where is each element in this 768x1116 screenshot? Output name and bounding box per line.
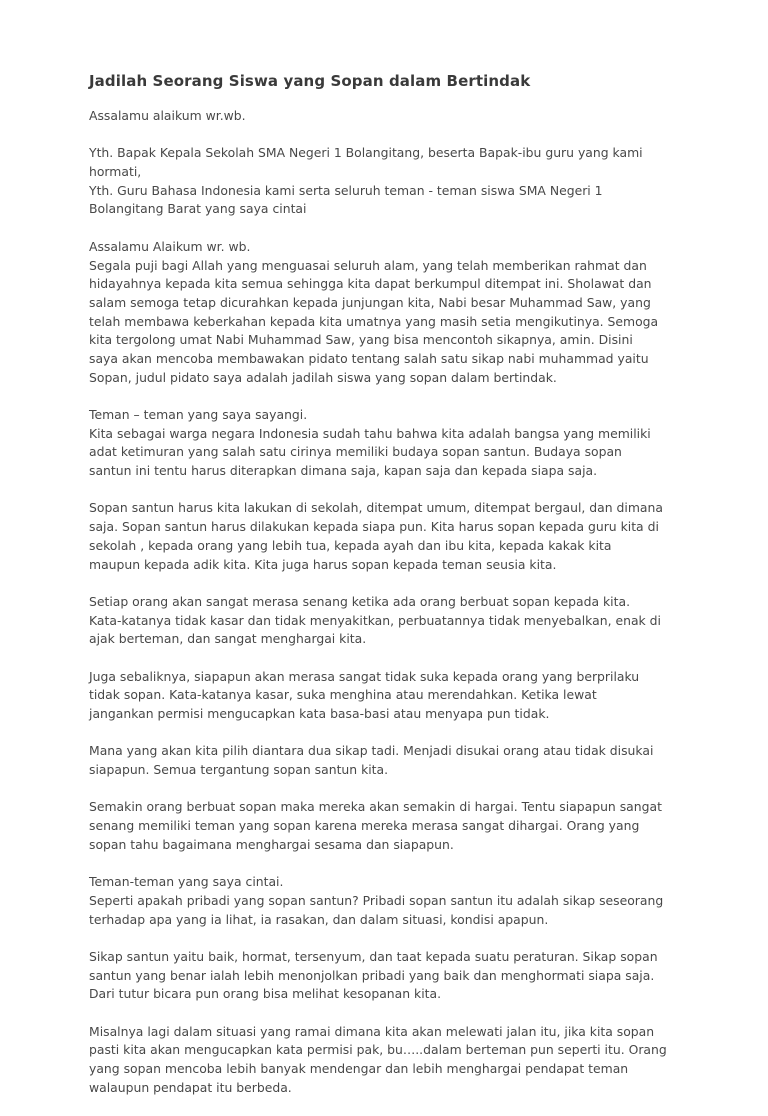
- paragraph: [89, 406, 729, 481]
- paragraph: [89, 593, 729, 649]
- text-line: Assalamu Alaikum wr. wb.: [89, 238, 251, 254]
- text-line: senang memiliki teman yang sopan karena mereka merasa sangat dihargai. Orang yang: [89, 818, 640, 834]
- text-line: Teman – teman yang saya sayangi.: [89, 407, 308, 422]
- document-title: Jadilah Seorang Siswa yang Sopan dalam Bertindak: [89, 72, 531, 90]
- text-line: Dari tutur bicara pun orang bisa melihat kesopanan kita.: [89, 986, 442, 1002]
- text-line: saja. Sopan santun harus dilakukan kepada siapa pun. Kita harus sopan kepada guru kita di: [89, 519, 659, 535]
- text-line: Mana yang akan kita pilih diantara dua sikap tadi. Menjadi disukai orang atau tidak disukai: [89, 743, 654, 759]
- text-line: kita tergolong umat Nabi Muhammad Saw, yang bisa mencontoh sikapnya, amin. Disini: [89, 332, 633, 348]
- text-line: santun ini tentu harus diterapkan dimana saja, kapan saja dan kepada siapa saja.: [89, 463, 598, 479]
- text-line: Setiap orang akan sangat merasa senang ketika ada orang berbuat sopan kepada kita.: [89, 593, 631, 609]
- text-line: sopan tahu bagaimana menghargai sesama dan siapapun.: [89, 836, 454, 852]
- text-line: siapapun. Semua tergantung sopan santun kita.: [89, 762, 389, 778]
- document-body: [89, 107, 729, 1097]
- text-line: Kata-katanya tidak kasar dan tidak menyakitkan, perbuatannya tidak menyebalkan, enak di: [89, 612, 661, 628]
- text-line: Juga sebaliknya, siapapun akan merasa sangat tidak suka kepada orang yang berprilaku: [89, 668, 640, 684]
- paragraph: [89, 144, 729, 219]
- paragraph: [89, 107, 729, 126]
- text-line: telah membawa keberkahan kepada kita umatnya yang masih setia mengikutinya. Semoga: [89, 313, 659, 329]
- text-line: Sikap santun yaitu baik, hormat, tersenyum, dan taat kepada suatu peraturan. Sikap sopan: [89, 948, 658, 964]
- text-line: sekolah , kepada orang yang lebih tua, kepada ayah dan ibu kita, kepada kakak kita: [89, 537, 612, 553]
- text-line: hidayahnya kepada kita semua sehingga kita dapat berkumpul ditempat ini. Sholawat dan: [89, 276, 652, 292]
- text-line: pasti kita akan mengucapkan kata permisi pak, bu…..dalam berteman pun seperti itu. Orang: [89, 1042, 667, 1058]
- text-line: jangankan permisi mengucapkan kata basa-basi atau menyapa pun tidak.: [89, 706, 550, 721]
- text-line: adat ketimuran yang salah satu cirinya memiliki budaya sopan santun. Budaya sopan: [89, 444, 622, 460]
- text-line: Assalamu alaikum wr.wb.: [89, 108, 246, 123]
- document-page: [89, 72, 729, 1116]
- text-line: salam semoga tetap dicurahkan kepada junjungan kita, Nabi besar Muhammad Saw, yang: [89, 294, 651, 310]
- text-line: santun yang benar ialah lebih menonjolkan pribadi yang baik dan menghormati siapa saja.: [89, 967, 655, 983]
- text-line: Semakin orang berbuat sopan maka mereka akan semakin di hargai. Tentu siapapun sangat: [89, 799, 662, 815]
- text-line: Misalnya lagi dalam situasi yang ramai dimana kita akan melewati jalan itu, jika kita sopan: [89, 1023, 655, 1039]
- paragraph: [89, 873, 729, 929]
- text-line: Yth. Bapak Kepala Sekolah SMA Negeri 1 Bolangitang, beserta Bapak-ibu guru yang kami: [89, 145, 643, 161]
- text-line: Seperti apakah pribadi yang sopan santun? Pribadi sopan santun itu adalah sikap seseorang: [89, 892, 664, 908]
- paragraph: [89, 948, 729, 1004]
- paragraph: [89, 238, 729, 388]
- text-line: walaupun pendapat itu berbeda.: [89, 1079, 292, 1095]
- text-line: terhadap apa yang ia lihat, ia rasakan, dan dalam situasi, kondisi apapun.: [89, 911, 549, 927]
- text-line: hormati,: [89, 164, 142, 180]
- text-line: Teman-teman yang saya cintai.: [89, 874, 284, 890]
- paragraph: [89, 499, 729, 574]
- text-line: Segala puji bagi Allah yang menguasai seluruh alam, yang telah memberikan rahmat dan: [89, 257, 647, 273]
- text-line: tidak sopan. Kata-katanya kasar, suka menghina atau merendahkan. Ketika lewat: [89, 687, 597, 703]
- text-line: Sopan, judul pidato saya adalah jadilah siswa yang sopan dalam bertindak.: [89, 369, 557, 385]
- paragraph: [89, 668, 729, 724]
- text-line: yang sopan mencoba lebih banyak mendengar dan lebih menghargai pendapat teman: [89, 1061, 629, 1077]
- paragraph: [89, 1023, 729, 1098]
- text-line: Bolangitang Barat yang saya cintai: [89, 201, 307, 217]
- text-line: Sopan santun harus kita lakukan di sekolah, ditempat umum, ditempat bergaul, dan dimana: [89, 500, 663, 516]
- paragraph: [89, 742, 729, 779]
- text-line: Kita sebagai warga negara Indonesia sudah tahu bahwa kita adalah bangsa yang memiliki: [89, 425, 651, 441]
- text-line: Yth. Guru Bahasa Indonesia kami serta seluruh teman - teman siswa SMA Negeri 1: [89, 182, 603, 198]
- text-line: maupun kepada adik kita. Kita juga harus sopan kepada teman seusia kita.: [89, 556, 557, 572]
- text-line: ajak berteman, dan sangat menghargai kita.: [89, 631, 367, 647]
- paragraph: [89, 798, 729, 854]
- text-line: saya akan mencoba membawakan pidato tentang salah satu sikap nabi muhammad yaitu: [89, 350, 649, 366]
